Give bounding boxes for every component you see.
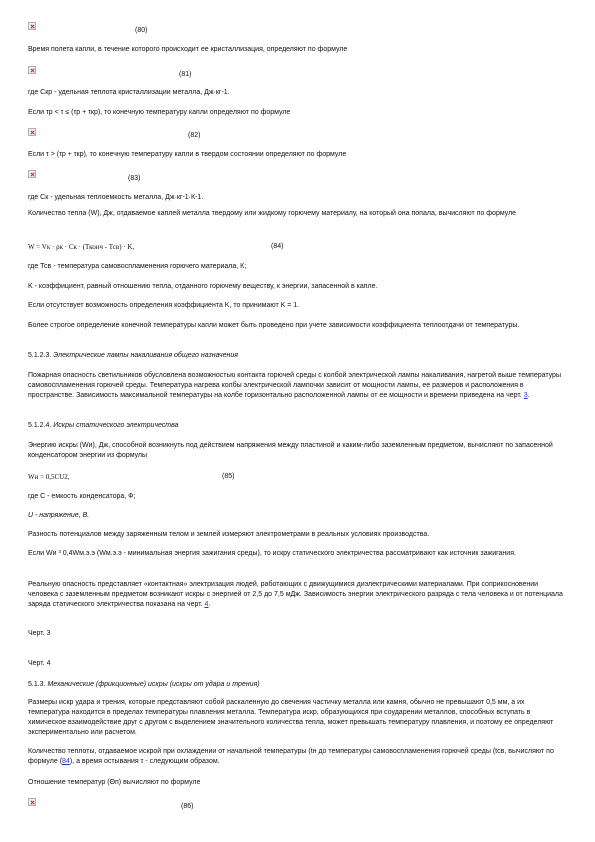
formula-line [28, 242, 568, 253]
formula: W = Vк · ρк · Ск · (Тконч - Тсв) · K, [28, 243, 135, 251]
paragraph: K - коэффициент, равный отношению тепла, отданного горючему веществу, к энергии, запасенной в капле. [28, 283, 378, 290]
paragraph-end: . [208, 601, 211, 608]
paragraph [28, 511, 568, 521]
formula-line [28, 472, 568, 483]
paragraph: Количество тепла (W), Дж, отдаваемое каплей металла твердому или жидкому горючему материалу, на который она попала, вычисляют по формуле [28, 210, 517, 217]
figure-caption: Черт. 3 [28, 630, 51, 637]
paragraph: Размеры искр удара и трения, которые представляют собой раскаленную до свечения частичку металла или камня, обычно не превышают 0,5 мм, а их температура находится в пределах температуры плавления металла. Температура искр, образующихся при соударении металлов, способных вступать в химическое взаимодействие друг с другом с выделением значительного количества тепла, может превышать температуру плавления, и поэтому ее определяют экспериментально или расчетом. [28, 699, 554, 736]
paragraph: где Ск - удельная теплоемкость металла, Дж·кг-1·К-1. [28, 194, 204, 201]
broken-image-icon [28, 22, 36, 30]
paragraph [28, 580, 568, 610]
paragraph-text: Реальную опасность представляет «контактная» электризация людей, работающих с движущимися диэлектрическими материалами. При соприкосновении человека с заземленным предметом возникают искры с энергией от 2,5 до 7,5 мДж. Зависимость энергии электрического разряда с тела человека и от потенциала заряда статического электричества показана на черт. [28, 581, 563, 608]
paragraph: Время полета капли, в течение которого происходит ее кристаллизация, определяют по формуле [28, 46, 348, 53]
paragraph: Энергию искры (Wи), Дж, способной возникнуть под действием напряжения между пластиной и каким-либо заземленным предметом, вычисляют по запасенной конденсатором энергии из формулы [28, 442, 553, 459]
paragraph-end: . [527, 392, 530, 399]
equation-number: (85) [222, 473, 235, 480]
equation-number: (83) [128, 175, 141, 182]
paragraph: Разность потенциалов между заряженным телом и землей измеряют электрометрами в реальных условиях производства. [28, 531, 430, 538]
broken-image-icon [28, 66, 36, 74]
section-heading [28, 351, 568, 361]
paragraph: где Скр - удельная теплота кристаллизации металла, Дж·кг-1. [28, 89, 230, 96]
equation-number: (80) [135, 27, 148, 34]
paragraph: Если τ > (τр + τкр), то конечную температуру капли в твердом состоянии определяют по формуле [28, 151, 347, 158]
paragraph [28, 747, 568, 767]
chart-link[interactable]: 3 [523, 392, 528, 399]
paragraph [28, 371, 568, 401]
section-title: Механические (фрикционные) искры (искры от удара и трения) [47, 681, 260, 688]
section-number: 5.1.2.4. [28, 422, 54, 429]
paragraph-text: Пожарная опасность светильников обусловлена возможностью контакта горючей среды с колбой электрической лампы накаливания, нагретой выше температуры самовоспламенения горючей среды. Температура нагрева колбы электрической лампочки зависит от мощности лампы, ее размеров и расположения в пространстве. Зависимость максимальной температуры на колбе горизонтально расположенной лампы от ее мощности и времени приведена на черт. [28, 372, 561, 399]
paragraph-text: Количество теплоты, отдаваемое искрой при охлаждении от начальной температуры (tн до температуры самовоспламенения горючей среды (tсв, вычисляют по формуле ( [28, 748, 554, 765]
broken-image-icon [28, 128, 36, 136]
section-heading [28, 421, 568, 431]
section-title: Электрические лампы накаливания общего назначения [53, 352, 239, 359]
figure-caption: Черт. 4 [28, 660, 51, 667]
formula-link[interactable]: 84 [62, 758, 70, 765]
equation-number: (81) [179, 71, 192, 78]
paragraph: где Тсв - температура самовоспламенения горючего материала, К; [28, 263, 247, 270]
paragraph: Более строгое определение конечной температуры капли может быть проведено при учете зависимости коэффициента теплоотдачи от температуры. [28, 322, 520, 329]
section-number: 5.1.2.3. [28, 352, 54, 359]
paragraph: где С - емкость конденсатора, Ф; [28, 493, 136, 500]
section-heading [28, 680, 568, 690]
chart-link[interactable]: 4 [204, 601, 209, 608]
broken-image-icon [28, 170, 36, 178]
paragraph-text: ), а время остывания τ - следующим образом. [69, 758, 220, 765]
broken-image-icon [28, 798, 36, 806]
formula: Wи = 0,5CU2, [28, 473, 70, 481]
paragraph: Если отсутствует возможность определения коэффициента K, то принимают K = 1. [28, 302, 300, 309]
section-title: Искры статического электричества [53, 422, 179, 429]
equation-number: (86) [181, 803, 194, 810]
paragraph-text: U - напряжение, В. [28, 512, 90, 519]
paragraph: Если Wи ³ 0,4Wм.э.э (Wм.э.э - минимальная энергия зажигания среды), то искру статического электричества рассматривают как источник зажигания. [28, 550, 516, 557]
paragraph: Если τр < τ ≤ (τр + τкр), то конечную температуру капли определяют по формуле [28, 109, 291, 116]
equation-number: (82) [188, 132, 201, 139]
paragraph: Отношение температур (Θп) вычисляют по формуле [28, 779, 201, 786]
equation-number: (84) [271, 243, 284, 250]
section-number: 5.1.3. [28, 681, 48, 688]
